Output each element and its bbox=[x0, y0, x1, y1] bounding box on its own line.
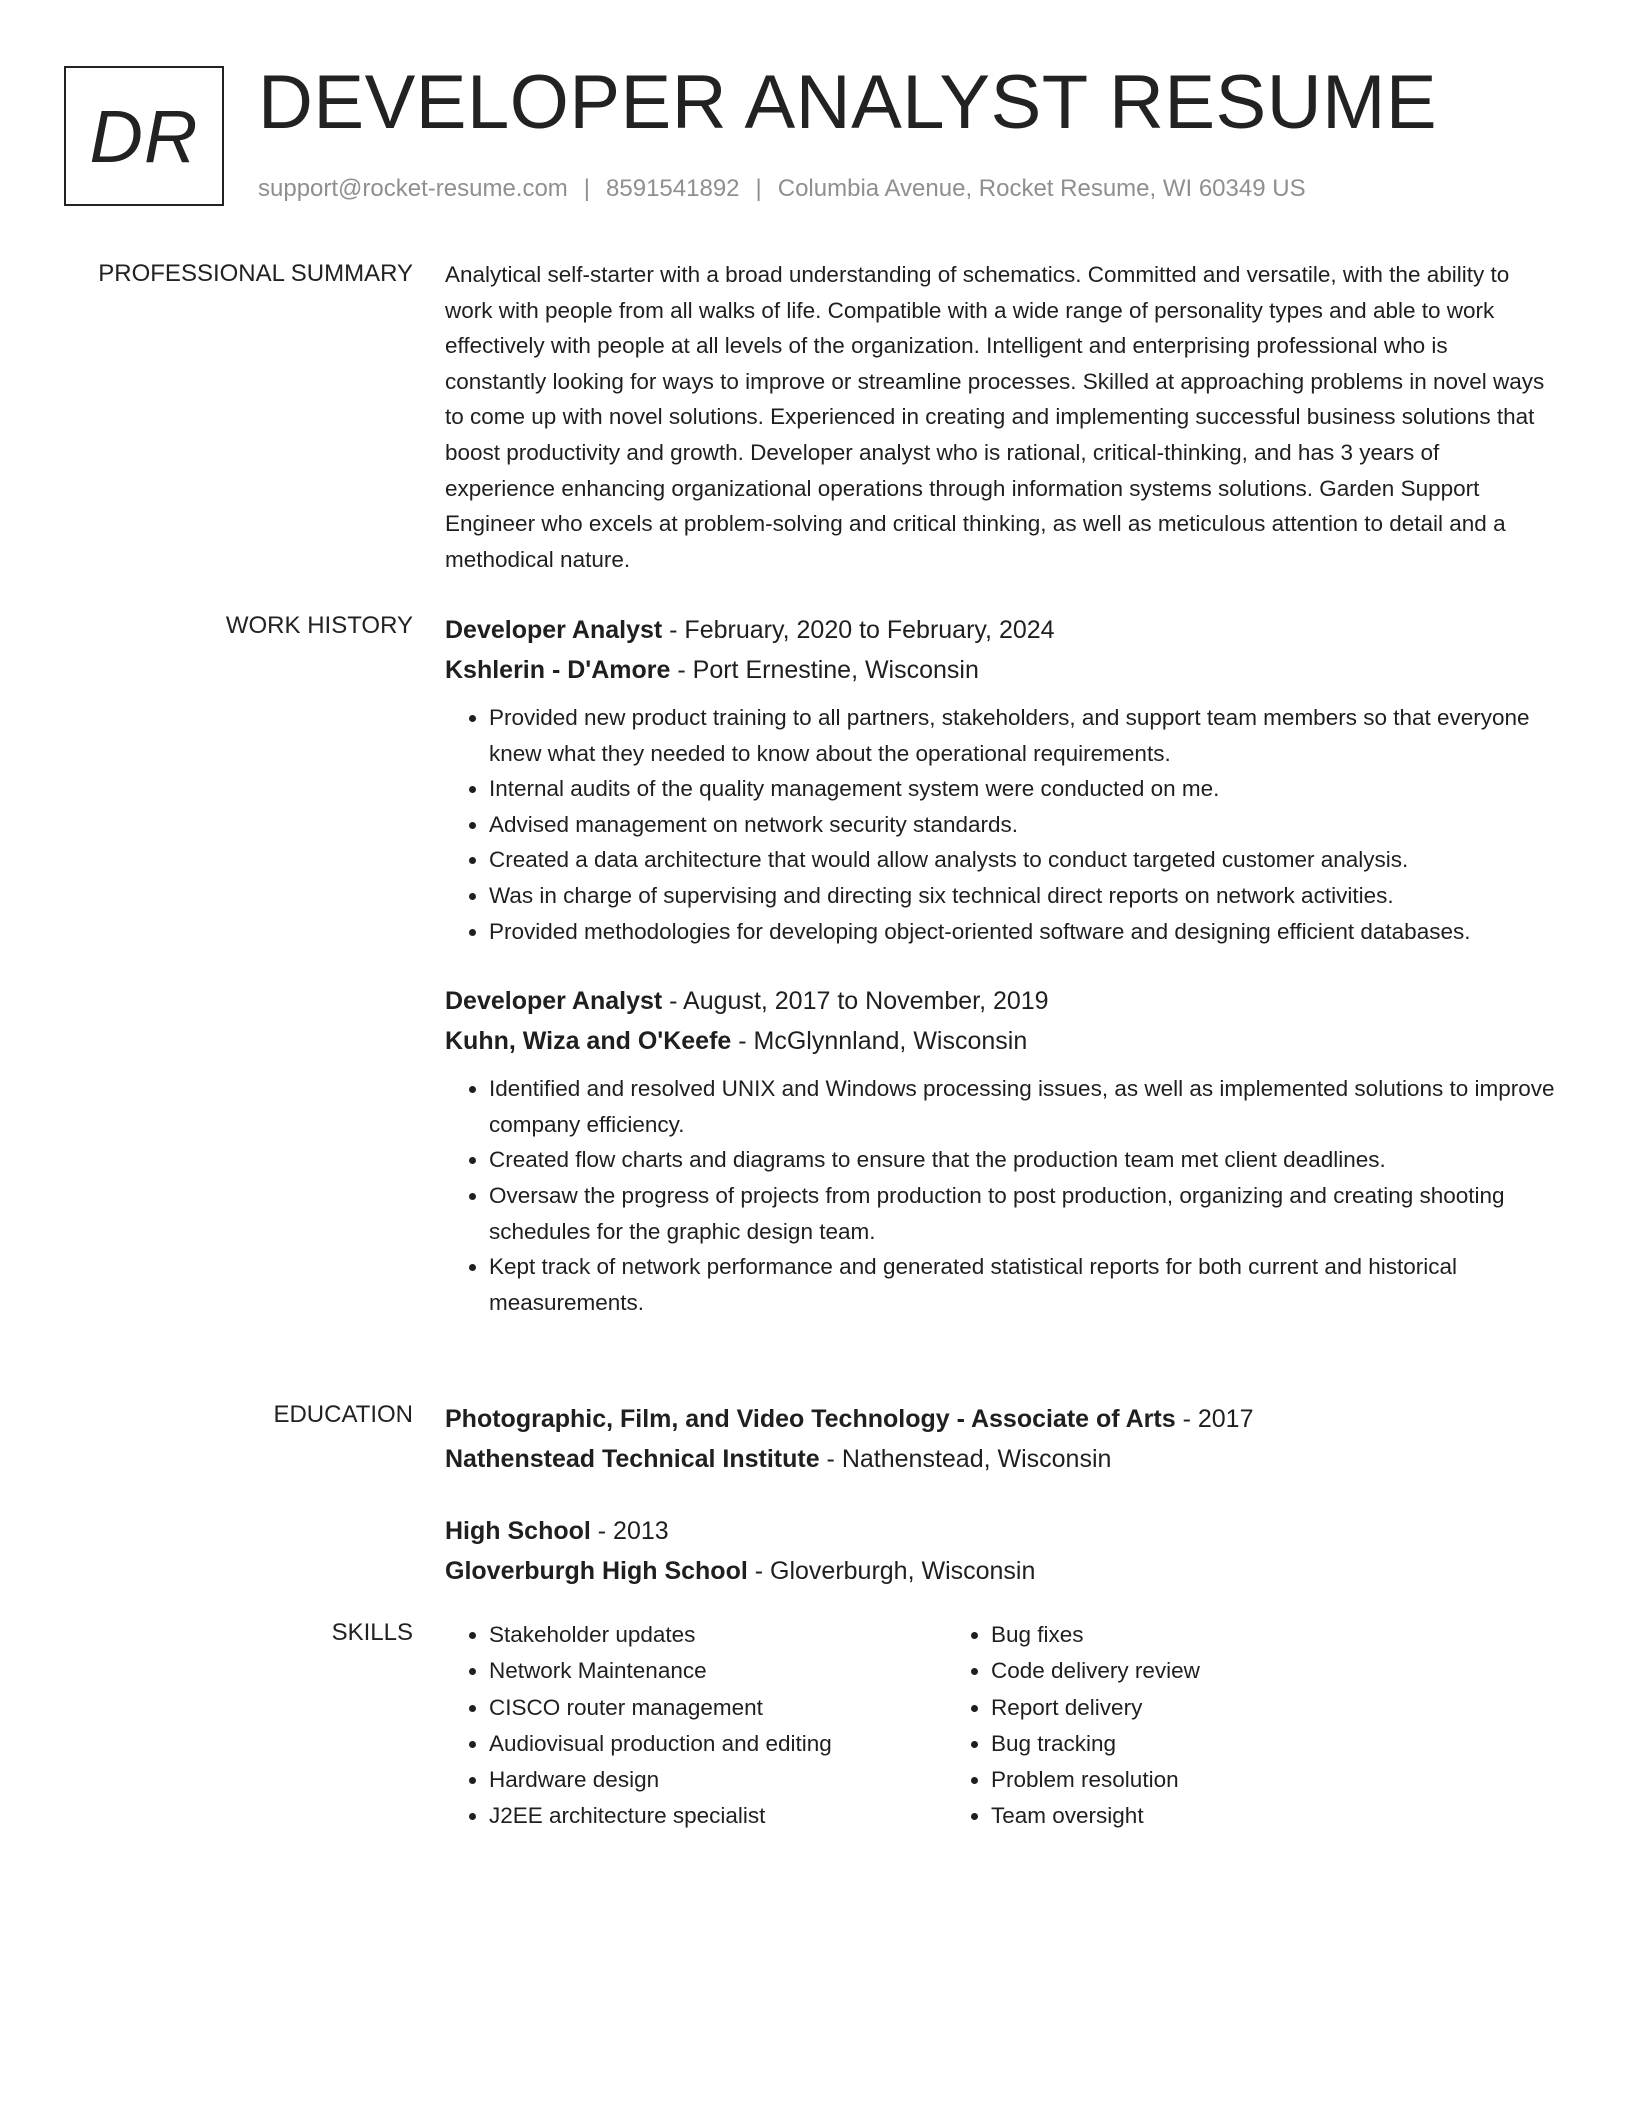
work-history-body bbox=[445, 610, 1555, 1352]
education-degree: High School bbox=[445, 1517, 591, 1545]
job-company-line bbox=[445, 650, 1555, 690]
contact-email: support@rocket-resume.com bbox=[258, 175, 568, 202]
contact-separator: | bbox=[755, 175, 762, 202]
job-bullet: • Provided methodologies for developing object-oriented software and designing efficient databases. bbox=[489, 914, 1555, 950]
summary-text: Analytical self-starter with a broad understanding of schematics. Committed and versatile, with the ability to work with people from all walks of life. Compatible with a wide range of personality types and able to work effectively with people at all levels of the organization. Intelligent and enterprising professional who is constantly looking for ways to improve or streamline processes. Skilled at approaching problems in novel ways to come up with novel solutions. Experienced in creating and implementing successful business solutions that boost productivity and growth. Developer analyst who is rational, critical-thinking, and has 3 years of experience enhancing organizational operations through information systems solutions. Garden Support Engineer who excels at problem-solving and critical thinking, as well as meticulous attention to detail and a methodical nature. bbox=[445, 262, 1545, 572]
monogram-initials: DR bbox=[89, 94, 199, 178]
education-entry bbox=[445, 1399, 1555, 1479]
resume-title: DEVELOPER ANALYST RESUME bbox=[258, 60, 1438, 145]
job-bullet: • Kept track of network performance and generated statistical reports for both current and historical measurements. bbox=[489, 1249, 1555, 1320]
section-label-summary: PROFESSIONAL SUMMARY bbox=[98, 260, 413, 287]
education-body bbox=[445, 1399, 1555, 1623]
skill-item: • Report delivery bbox=[991, 1690, 1449, 1726]
skill-item: • Problem resolution bbox=[991, 1762, 1449, 1798]
job-bullet: • Created flow charts and diagrams to ensure that the production team met client deadlines. bbox=[489, 1142, 1555, 1178]
skill-item: • Audiovisual production and editing bbox=[489, 1726, 947, 1762]
job-entry bbox=[445, 610, 1555, 949]
education-school-line bbox=[445, 1439, 1555, 1479]
skills-list-right bbox=[947, 1617, 1449, 1835]
skill-item: • Hardware design bbox=[489, 1762, 947, 1798]
education-degree-line bbox=[445, 1399, 1555, 1439]
job-bullets bbox=[445, 700, 1555, 949]
job-bullet: • Provided new product training to all partners, stakeholders, and support team members so that everyone knew what they needed to know about the operational requirements. bbox=[489, 700, 1555, 771]
job-bullets bbox=[445, 1071, 1555, 1320]
section-label-education: EDUCATION bbox=[273, 1401, 413, 1428]
skill-item: • Bug fixes bbox=[991, 1617, 1449, 1653]
job-title-line bbox=[445, 610, 1555, 650]
job-dates: - February, 2020 to February, 2024 bbox=[662, 616, 1055, 644]
skill-item: • Code delivery review bbox=[991, 1653, 1449, 1689]
education-school: Gloverburgh High School bbox=[445, 1557, 748, 1585]
job-title: Developer Analyst bbox=[445, 987, 663, 1016]
summary-body bbox=[445, 257, 1555, 577]
contact-phone: 8591541892 bbox=[606, 175, 740, 202]
skill-item: • Stakeholder updates bbox=[489, 1617, 947, 1653]
job-dates: - August, 2017 to November, 2019 bbox=[662, 987, 1049, 1016]
job-title: Developer Analyst bbox=[445, 616, 663, 644]
job-bullet: • Internal audits of the quality management system were conducted on me. bbox=[489, 771, 1555, 807]
monogram-box bbox=[64, 66, 224, 206]
job-entry bbox=[445, 981, 1555, 1320]
job-bullet: • Oversaw the progress of projects from production to post production, organizing and creating shooting schedules for the graphic design team. bbox=[489, 1178, 1555, 1249]
job-location: - McGlynnland, Wisconsin bbox=[731, 1027, 1028, 1056]
skill-item: • CISCO router management bbox=[489, 1690, 947, 1726]
job-bullet: • Created a data architecture that would allow analysts to conduct targeted customer analysis. bbox=[489, 842, 1555, 878]
skills-columns bbox=[445, 1617, 1555, 1835]
job-company-line bbox=[445, 1021, 1555, 1061]
education-year: - 2017 bbox=[1175, 1405, 1254, 1433]
job-title-line bbox=[445, 981, 1555, 1021]
education-school-line bbox=[445, 1551, 1555, 1591]
education-entry bbox=[445, 1511, 1555, 1591]
job-location: - Port Ernestine, Wisconsin bbox=[670, 656, 979, 684]
education-school: Nathenstead Technical Institute bbox=[445, 1445, 820, 1473]
education-degree: Photographic, Film, and Video Technology - Associate of Arts bbox=[445, 1405, 1176, 1433]
job-company: Kshlerin - D'Amore bbox=[445, 656, 671, 684]
job-bullet: • Identified and resolved UNIX and Windows processing issues, as well as implemented solutions to improve company efficiency. bbox=[489, 1071, 1555, 1142]
job-bullet: • Was in charge of supervising and directing six technical direct reports on network activities. bbox=[489, 878, 1555, 914]
education-location: - Nathenstead, Wisconsin bbox=[819, 1445, 1112, 1473]
contact-separator: | bbox=[583, 175, 591, 202]
job-bullet: • Advised management on network security standards. bbox=[489, 807, 1555, 843]
section-label-skills: SKILLS bbox=[331, 1619, 413, 1646]
contact-line bbox=[258, 173, 1306, 205]
skill-item: • J2EE architecture specialist bbox=[489, 1798, 947, 1834]
job-company: Kuhn, Wiza and O'Keefe bbox=[445, 1027, 732, 1056]
education-year: - 2013 bbox=[590, 1517, 669, 1545]
section-label-work-history: WORK HISTORY bbox=[225, 612, 413, 639]
skills-body bbox=[445, 1617, 1555, 1835]
skills-list-left bbox=[445, 1617, 947, 1835]
education-degree-line bbox=[445, 1511, 1555, 1551]
skill-item: • Bug tracking bbox=[991, 1726, 1449, 1762]
skill-item: • Team oversight bbox=[991, 1798, 1449, 1834]
skill-item: • Network Maintenance bbox=[489, 1653, 947, 1689]
contact-address: Columbia Avenue, Rocket Resume, WI 60349 US bbox=[777, 175, 1306, 202]
education-location: - Gloverburgh, Wisconsin bbox=[747, 1557, 1036, 1585]
